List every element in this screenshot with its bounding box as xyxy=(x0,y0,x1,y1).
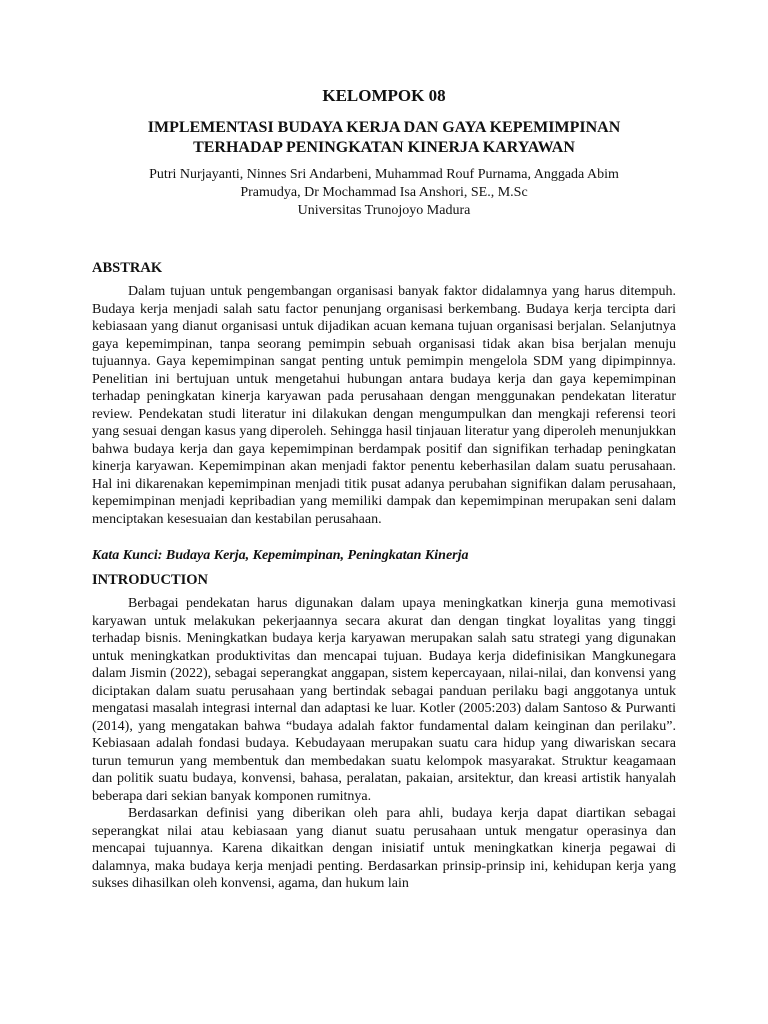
author-line: Pramudya, Dr Mochammad Isa Anshori, SE., M.Sc xyxy=(240,185,528,200)
introduction-paragraph: Berdasarkan definisi yang diberikan oleh para ahli, budaya kerja dapat diartikan sebagai seperangkat nilai atau kebiasaan yang dianut suatu perusahaan untuk mengatur operasinya dan mencapai tujuannya. Karena dikaitkan dengan inisiatif untuk meningkatkan kinerja pegawai di dalamnya, maka budaya kerja menjadi penting. Berdasarkan prinsip-prinsip ini, kehidupan kerja yang sukses dihasilkan oleh konvensi, agama, dan hukum lain xyxy=(92,806,676,891)
affiliation: Universitas Trunojoyo Madura xyxy=(297,203,471,218)
paper-title-line: TERHADAP PENINGKATAN KINERJA KARYAWAN xyxy=(193,139,575,156)
abstract-heading: ABSTRAK xyxy=(92,260,163,276)
group-label: KELOMPOK 08 xyxy=(322,86,446,105)
author-block xyxy=(92,166,676,220)
introduction-heading: INTRODUCTION xyxy=(92,572,209,588)
introduction-paragraph: Berbagai pendekatan harus digunakan dalam upaya meningkatkan kinerja guna memotivasi karyawan untuk melakukan pekerjaannya secara akurat dan dengan tingkat loyalitas yang tinggi terhadap bisnis. Meningkatkan budaya kerja karyawan merupakan salah satu strategi yang digunakan untuk meningkatkan produktivitas dan mencapai tujuan. Budaya kerja didefinisikan Mangkunegara dalam Jismin (2022), sebagai seperangkat anggapan, sistem kepercayaan, nilai-nilai, dan konvensi yang diciptakan dalam suatu perusahaan yang bertindak sebagai panduan perilaku bagi anggotanya untuk mengatasi masalah integrasi internal dan adaptasi ke luar. Kotler (2005:203) dalam Santoso & Purwanti (2014), yang mengatakan bahwa “budaya adalah faktor fundamental dalam keinginan dan perilaku”. Kebiasaan adalah fondasi budaya. Kebudayaan merupakan suatu cara hidup yang diwariskan secara turun temurun yang membentuk dan membedakan suatu kelompok masyarakat. Struktur keagamaan dan politik suatu budaya, konvensi, bahasa, peralatan, pakaian, arsitektur, dan kreasi artistik hanyalah beberapa dari sekian banyak komponen rumitnya. xyxy=(92,596,676,804)
keywords: Kata Kunci: Budaya Kerja, Kepemimpinan, Peningkatan Kinerja xyxy=(92,548,469,563)
paper-title-line: IMPLEMENTASI BUDAYA KERJA DAN GAYA KEPEMIMPINAN xyxy=(147,119,621,136)
abstract-paragraph: Dalam tujuan untuk pengembangan organisasi banyak faktor didalamnya yang harus ditempuh. Budaya kerja menjadi salah satu factor penunjang organisasi berkembang. Budaya kerja tercipta dari kebiasaan yang dianut organisasi untuk dijadikan acuan kemana tujuan organisasi berjalan. Selanjutnya gaya kepemimpinan, tanpa seorang pemimpin sebuah organisasi tidak akan bisa berjalan menuju tujuannya. Gaya kepemimpinan sangat penting untuk pemimpin mengelola SDM yang dipimpinnya. Penelitian ini bertujuan untuk mengetahui hubungan antara budaya kerja dan gaya kepemimpinan terhadap peningkatan kinerja karyawan pada perusahaan dengan menggunakan pendekatan literatur review. Pendekatan studi literatur ini dilakukan dengan mengumpulkan dan mengkaji referensi teori yang sesuai dengan kasus yang diperoleh. Sehingga hasil tinjauan literatur yang diperoleh menunjukkan bahwa budaya kerja dan gaya kepemimpinan berdampak positif dan signifikan terhadap peningkatan kinerja karyawan. Kepemimpinan akan menjadi faktor penentu keberhasilan dalam suatu perusahaan. Hal ini dikarenakan kepemimpinan menjadi titik pusat adanya perubahan signifikan dalam perusahaan, kepemimpinan menjadi kepribadian yang memiliki dampak dan kepemimpinan merupakan seni dalam menciptakan kesesuaian dan kestabilan perusahaan. xyxy=(92,284,676,527)
author-line: Putri Nurjayanti, Ninnes Sri Andarbeni, Muhammad Rouf Purnama, Anggada Abim xyxy=(149,167,619,182)
paper-title xyxy=(92,118,676,158)
